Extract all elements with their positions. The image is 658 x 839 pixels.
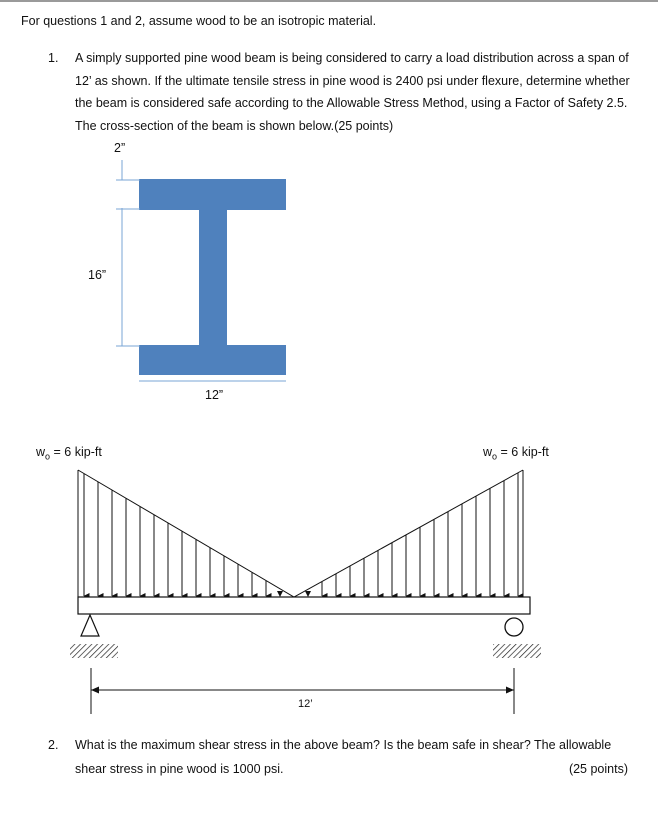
- intro-text: For questions 1 and 2, assume wood to be an isotropic material.: [21, 14, 377, 28]
- pin-support: [70, 615, 118, 658]
- flange-thickness-label: 2”: [114, 141, 126, 155]
- question-1-text: A simply supported pine wood beam is being considered to carry a load distribution across a span of 12’ as shown. If the ultimate tensile stress in pine wood is 2400 psi under flexure, determine whether the beam is considered safe according to the Allowable Stress Method, using a Factor of Safety 2.5. The cross-section of the beam is shown below.(25 points): [75, 51, 630, 133]
- height-label: 16”: [88, 268, 107, 282]
- right-load-label: [483, 445, 549, 462]
- load-arrow: [277, 591, 283, 597]
- left-load-symbol: w: [36, 445, 46, 459]
- span-right-arrowhead: [506, 687, 514, 694]
- question-2-points: (25 points): [568, 762, 628, 776]
- question-2-text: What is the maximum shear stress in the above beam? Is the beam safe in shear? The allowable shear stress in pine wood is 1000 psi.: [75, 738, 612, 776]
- roller-support-ground: [493, 644, 541, 658]
- span-left-arrowhead: [91, 687, 99, 694]
- right-load-value: = 6 kip-ft: [497, 445, 549, 459]
- roller-support: [493, 618, 541, 658]
- width-label: 12”: [205, 388, 224, 402]
- load-arrow: [305, 591, 311, 597]
- question-2: [48, 733, 628, 781]
- pin-support-ground: [70, 644, 118, 658]
- bottom-flange: [139, 345, 286, 375]
- right-load-symbol: w: [483, 445, 493, 459]
- i-beam-cross-section: [139, 179, 286, 375]
- roller-support-circle: [505, 618, 523, 636]
- distributed-load: [78, 470, 523, 597]
- question-2-number: 2.: [48, 738, 59, 752]
- left-load-subscript: o: [45, 451, 51, 462]
- span-label: 12’: [298, 698, 313, 710]
- load-envelope: [78, 470, 523, 597]
- left-load-value: = 6 kip-ft: [50, 445, 102, 459]
- left-load-label: [36, 445, 102, 462]
- web: [199, 210, 227, 345]
- top-flange: [139, 179, 286, 210]
- load-arrows: [84, 473, 518, 597]
- question-1-number: 1.: [48, 51, 59, 65]
- right-load-subscript: o: [492, 451, 498, 462]
- beam: [78, 597, 530, 614]
- pin-support-triangle: [81, 615, 99, 636]
